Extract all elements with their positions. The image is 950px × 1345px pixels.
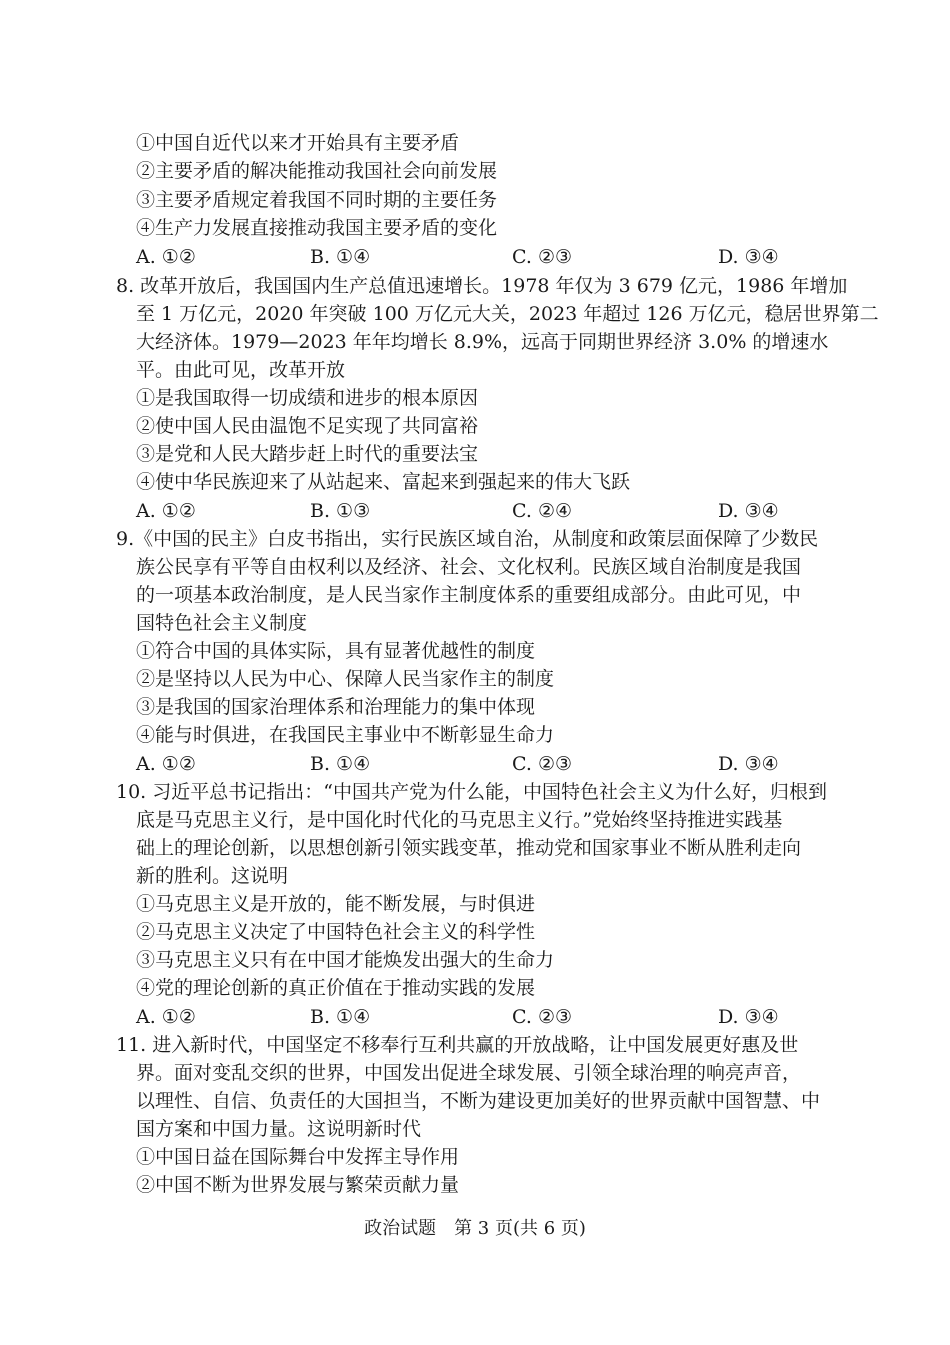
q9-stem-line-1: 9.《中国的民主》白皮书指出，实行民族区域自治，从制度和政策层面保障了少数民: [116, 528, 819, 550]
q9-choice-d: D. ③④: [718, 753, 779, 775]
q10-stem-line-2: 底是马克思主义行，是中国化时代化的马克思主义行。”党始终坚持推进实践基: [136, 809, 783, 831]
q9-option-4: ④能与时俱进，在我国民主事业中不断彰显生命力: [136, 724, 555, 746]
q7-choice-b: B. ①④: [310, 246, 371, 268]
q8-stem-line-2: 至 1 万亿元，2020 年突破 100 万亿元大关，2023 年超过 126 万亿元，稳居世界第二: [136, 303, 879, 325]
q8-option-1: ①是我国取得一切成绩和进步的根本原因: [136, 387, 479, 409]
q10-choice-a: A. ①②: [136, 1006, 196, 1028]
q10-stem-line-1: 10. 习近平总书记指出：“中国共产党为什么能，中国特色社会主义为什么好，归根到: [116, 781, 827, 803]
q8-option-4: ④使中华民族迎来了从站起来、富起来到强起来的伟大飞跃: [136, 471, 631, 493]
q10-stem-line-3: 础上的理论创新，以思想创新引领实践变革，推动党和国家事业不断从胜利走向: [136, 837, 802, 859]
q7-option-2: ②主要矛盾的解决能推动我国社会向前发展: [136, 160, 498, 182]
q11-stem-line-4: 国方案和中国力量。这说明新时代: [136, 1118, 422, 1140]
q8-choice-a: A. ①②: [136, 500, 196, 522]
q10-choice-d: D. ③④: [718, 1006, 779, 1028]
q8-stem-line-4: 平。由此可见，改革开放: [136, 359, 346, 381]
q8-option-2: ②使中国人民由温饱不足实现了共同富裕: [136, 415, 479, 437]
q9-option-2: ②是坚持以人民为中心、保障人民当家作主的制度: [136, 668, 555, 690]
q7-choice-c: C. ②③: [512, 246, 573, 268]
q7-option-1: ①中国自近代以来才开始具有主要矛盾: [136, 132, 460, 154]
q8-choice-c: C. ②④: [512, 500, 573, 522]
q7-option-3: ③主要矛盾规定着我国不同时期的主要任务: [136, 189, 498, 211]
q10-option-4: ④党的理论创新的真正价值在于推动实践的发展: [136, 977, 536, 999]
q10-choice-b: B. ①④: [310, 1006, 371, 1028]
q9-choice-a: A. ①②: [136, 753, 196, 775]
q9-choice-b: B. ①④: [310, 753, 371, 775]
q7-choice-a: A. ①②: [136, 246, 196, 268]
q7-option-4: ④生产力发展直接推动我国主要矛盾的变化: [136, 217, 498, 239]
page-footer: 政治试题 第 3 页(共 6 页): [364, 1218, 586, 1239]
q9-stem-line-3: 的一项基本政治制度，是人民当家作主制度体系的重要组成部分。由此可见，中: [136, 584, 802, 606]
q9-option-3: ③是我国的国家治理体系和治理能力的集中体现: [136, 696, 536, 718]
q11-stem-line-2: 界。面对变乱交织的世界，中国发出促进全球发展、引领全球治理的响亮声音，: [136, 1062, 802, 1084]
q8-stem-line-3: 大经济体。1979—2023 年年均增长 8.9%，远高于同期世界经济 3.0% 的增速水: [136, 331, 829, 353]
q10-option-1: ①马克思主义是开放的，能不断发展，与时俱进: [136, 893, 536, 915]
q8-option-3: ③是党和人民大踏步赶上时代的重要法宝: [136, 443, 479, 465]
q10-option-2: ②马克思主义决定了中国特色社会主义的科学性: [136, 921, 536, 943]
q8-choice-d: D. ③④: [718, 500, 779, 522]
q11-stem-line-3: 以理性、自信、负责任的大国担当，不断为建设更加美好的世界贡献中国智慧、中: [136, 1090, 821, 1112]
q9-stem-line-4: 国特色社会主义制度: [136, 612, 308, 634]
q8-choice-b: B. ①③: [310, 500, 371, 522]
q11-option-1: ①中国日益在国际舞台中发挥主导作用: [136, 1146, 460, 1168]
q8-stem-line-1: 8. 改革开放后，我国国内生产总值迅速增长。1978 年仅为 3 679 亿元，1986 年增加: [116, 275, 848, 297]
q7-choice-d: D. ③④: [718, 246, 779, 268]
q10-option-3: ③马克思主义只有在中国才能焕发出强大的生命力: [136, 949, 555, 971]
q10-choice-c: C. ②③: [512, 1006, 573, 1028]
q11-option-2: ②中国不断为世界发展与繁荣贡献力量: [136, 1174, 460, 1196]
q9-option-1: ①符合中国的具体实际，具有显著优越性的制度: [136, 640, 536, 662]
q9-choice-c: C. ②③: [512, 753, 573, 775]
q9-stem-line-2: 族公民享有平等自由权利以及经济、社会、文化权利。民族区域自治制度是我国: [136, 556, 802, 578]
q10-stem-line-4: 新的胜利。这说明: [136, 865, 289, 887]
q11-stem-line-1: 11. 进入新时代，中国坚定不移奉行互利共赢的开放战略，让中国发展更好惠及世: [116, 1034, 799, 1056]
